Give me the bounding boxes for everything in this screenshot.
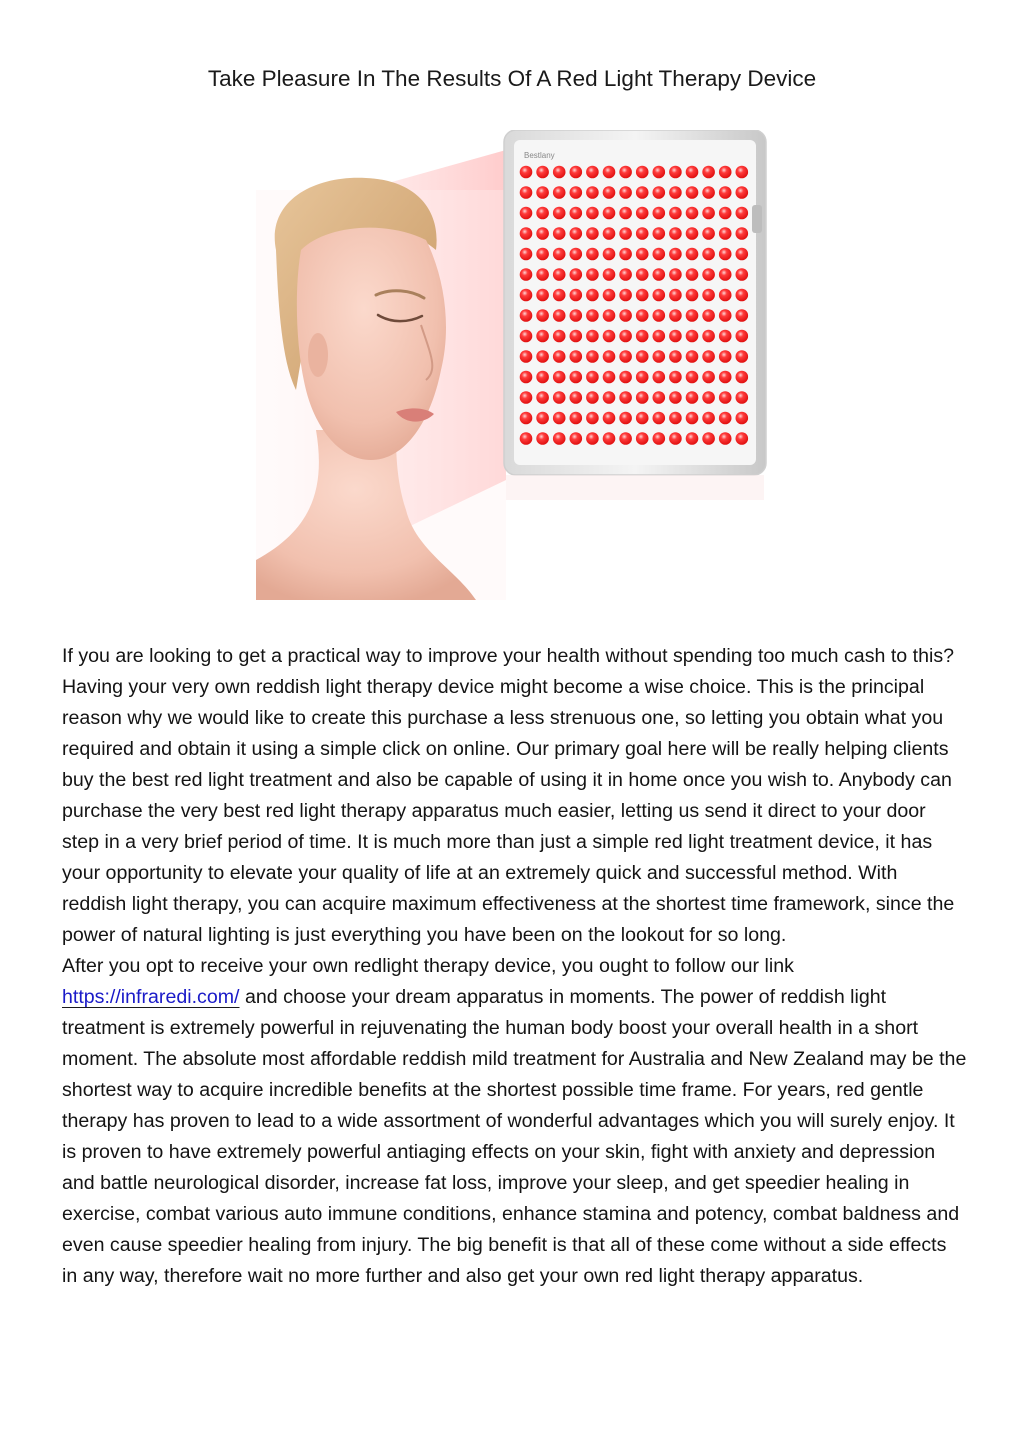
paragraph-2 [62, 951, 967, 1292]
led-light [619, 432, 632, 445]
led-light [586, 309, 599, 322]
led-light [553, 227, 566, 240]
led-light [536, 268, 549, 281]
led-light [669, 330, 682, 343]
led-light [702, 268, 715, 281]
led-light [636, 330, 649, 343]
led-light [702, 412, 715, 425]
led-light [702, 350, 715, 363]
led-light [603, 207, 616, 220]
led-light [553, 166, 566, 179]
led-light [619, 412, 632, 425]
led-light [536, 330, 549, 343]
led-light [553, 186, 566, 199]
led-light [536, 207, 549, 220]
led-light [669, 350, 682, 363]
led-light [736, 412, 749, 425]
led-light [653, 350, 666, 363]
led-light [603, 227, 616, 240]
led-light [719, 227, 732, 240]
led-light [702, 186, 715, 199]
led-light [570, 432, 583, 445]
led-light [553, 330, 566, 343]
led-light [669, 391, 682, 404]
led-light [536, 248, 549, 261]
led-light [603, 166, 616, 179]
led-light [736, 330, 749, 343]
led-light [736, 391, 749, 404]
led-light [669, 186, 682, 199]
led-light [736, 207, 749, 220]
led-light [619, 391, 632, 404]
led-light [653, 432, 666, 445]
led-light [653, 268, 666, 281]
led-light [736, 227, 749, 240]
led-light [536, 391, 549, 404]
led-light [702, 207, 715, 220]
led-light [603, 391, 616, 404]
led-light [653, 186, 666, 199]
led-light [520, 309, 533, 322]
led-light [536, 186, 549, 199]
led-light [536, 289, 549, 302]
led-light [603, 268, 616, 281]
hero-image [256, 130, 772, 600]
led-light [536, 309, 549, 322]
led-light [719, 371, 732, 384]
led-light [653, 309, 666, 322]
led-light [719, 248, 732, 261]
led-light [636, 207, 649, 220]
led-light [603, 412, 616, 425]
led-light [686, 432, 699, 445]
led-light [520, 432, 533, 445]
led-light [553, 309, 566, 322]
led-light [619, 289, 632, 302]
led-light [570, 207, 583, 220]
led-light [669, 309, 682, 322]
led-light [520, 330, 533, 343]
led-light [702, 330, 715, 343]
led-light [669, 166, 682, 179]
led-light [553, 268, 566, 281]
led-light [719, 432, 732, 445]
led-light [603, 289, 616, 302]
led-light [553, 412, 566, 425]
led-light [570, 330, 583, 343]
paragraph-2-rest: and choose your dream apparatus in moments. The power of reddish light treatment is extremely powerful in rejuvenating the human body boost your overall health in a short moment. The absolute most affordable reddish mild treatment for Australia and New Zealand may be the shortest way to acquire incredible benefits at the shortest possible time frame. For years, red gentle therapy has proven to lead to a wide assortment of wonderful advantages which you will surely enjoy. It is proven to have extremely powerful antiaging effects on your skin, fight with anxiety and depression and battle neurological disorder, increase fat loss, improve your sleep, and get speedier healing in exercise, combat various auto immune conditions, enhance stamina and potency, combat baldness and even cause speedier healing from injury. The big benefit is that all of these come without a side effects in any way, therefore wait no more further and also get your own red light therapy apparatus. [62, 986, 967, 1287]
led-light [653, 289, 666, 302]
led-light [669, 432, 682, 445]
led-light [653, 248, 666, 261]
led-light [520, 391, 533, 404]
led-light [636, 248, 649, 261]
led-light [536, 371, 549, 384]
led-light [653, 330, 666, 343]
led-light [570, 371, 583, 384]
led-light [586, 268, 599, 281]
led-light [520, 289, 533, 302]
led-light [702, 227, 715, 240]
led-light [719, 166, 732, 179]
led-light [553, 350, 566, 363]
led-light [520, 227, 533, 240]
led-light [619, 350, 632, 363]
led-light [603, 350, 616, 363]
led-light [536, 227, 549, 240]
device-brand: Bestlany [524, 151, 555, 160]
paragraph-2-intro: After you opt to receive your own redlight therapy device, you ought to follow our link [62, 955, 794, 977]
led-light [719, 350, 732, 363]
led-light [653, 227, 666, 240]
led-light [586, 432, 599, 445]
led-light [536, 350, 549, 363]
led-light [669, 289, 682, 302]
led-light [653, 412, 666, 425]
led-light [636, 268, 649, 281]
led-light [619, 166, 632, 179]
led-light [536, 432, 549, 445]
led-light [686, 186, 699, 199]
led-light [586, 227, 599, 240]
led-light [619, 309, 632, 322]
led-light [736, 432, 749, 445]
led-light [653, 371, 666, 384]
led-light [719, 186, 732, 199]
led-light [686, 350, 699, 363]
led-light [570, 289, 583, 302]
led-light [636, 350, 649, 363]
led-light [702, 309, 715, 322]
infraredi-link[interactable]: https://infraredi.com/ [62, 986, 240, 1008]
led-light [636, 309, 649, 322]
led-light [719, 391, 732, 404]
led-light [619, 248, 632, 261]
led-light [553, 432, 566, 445]
led-light [686, 207, 699, 220]
led-light [736, 166, 749, 179]
led-light [653, 207, 666, 220]
led-light [586, 412, 599, 425]
led-light [686, 309, 699, 322]
article-body [62, 641, 967, 1292]
led-light [619, 186, 632, 199]
led-light [520, 207, 533, 220]
led-light [520, 186, 533, 199]
led-light [736, 186, 749, 199]
led-light [719, 207, 732, 220]
led-light [653, 166, 666, 179]
led-light [636, 432, 649, 445]
led-light [586, 391, 599, 404]
led-light [669, 248, 682, 261]
led-light [719, 412, 732, 425]
led-light [570, 227, 583, 240]
led-light [653, 391, 666, 404]
led-light [586, 166, 599, 179]
led-light [686, 268, 699, 281]
led-light [603, 248, 616, 261]
led-light [619, 371, 632, 384]
led-light [586, 186, 599, 199]
led-light [603, 309, 616, 322]
led-light [570, 350, 583, 363]
led-light [686, 248, 699, 261]
led-light [603, 371, 616, 384]
led-light [669, 227, 682, 240]
led-light [669, 268, 682, 281]
led-light [520, 350, 533, 363]
led-light [702, 289, 715, 302]
led-light [686, 391, 699, 404]
led-light [570, 309, 583, 322]
led-light [520, 371, 533, 384]
led-light [520, 412, 533, 425]
led-light [570, 166, 583, 179]
led-light [553, 248, 566, 261]
led-light [736, 289, 749, 302]
led-light [669, 371, 682, 384]
led-light [719, 289, 732, 302]
led-light [636, 391, 649, 404]
led-light [586, 350, 599, 363]
led-light [686, 371, 699, 384]
led-light [586, 289, 599, 302]
led-light [702, 248, 715, 261]
led-light [669, 207, 682, 220]
led-light [536, 412, 549, 425]
led-light [553, 289, 566, 302]
led-light [570, 248, 583, 261]
led-light [702, 391, 715, 404]
led-light [586, 371, 599, 384]
led-light [736, 350, 749, 363]
led-light [636, 289, 649, 302]
led-light [619, 268, 632, 281]
led-light [603, 186, 616, 199]
led-light [619, 330, 632, 343]
led-light [686, 330, 699, 343]
led-light [636, 166, 649, 179]
led-light [603, 432, 616, 445]
led-light [570, 412, 583, 425]
led-light [619, 227, 632, 240]
led-light [570, 391, 583, 404]
led-light [586, 207, 599, 220]
led-light [669, 412, 682, 425]
led-light [702, 432, 715, 445]
page-title: Take Pleasure In The Results Of A Red Light Therapy Device [207, 66, 817, 91]
red-light-therapy-illustration [256, 130, 772, 600]
led-light [736, 309, 749, 322]
led-light [636, 227, 649, 240]
paragraph-1: If you are looking to get a practical way to improve your health without spending too much cash to this? Having your very own reddish light therapy device might become a wise choice. This is the principal reason why we would like to create this purchase a less strenuous one, so letting you obtain what you required and obtain it using a simple click on online. Our primary goal here will be really helping clients buy the best red light treatment and also be capable of using it in home once you wish to. Anybody can purchase the very best red light therapy apparatus much easier, letting us send it direct to your door step in a very brief period of time. It is much more than just a simple red light treatment device, it has your opportunity to elevate your quality of life at an extremely quick and successful method. With reddish light therapy, you can acquire maximum effectiveness at the shortest time framework, since the power of natural lighting is just everything you have been on the lookout for so long. [62, 645, 955, 946]
led-light [686, 289, 699, 302]
led-light [686, 412, 699, 425]
led-light [570, 268, 583, 281]
led-light [536, 166, 549, 179]
led-light [553, 371, 566, 384]
led-light [520, 248, 533, 261]
led-light [686, 166, 699, 179]
led-light [520, 166, 533, 179]
led-light [736, 248, 749, 261]
led-light [686, 227, 699, 240]
led-light [719, 330, 732, 343]
led-light [736, 371, 749, 384]
led-light [636, 412, 649, 425]
led-light [719, 309, 732, 322]
led-light [553, 207, 566, 220]
led-light [702, 371, 715, 384]
led-light [586, 330, 599, 343]
led-light [702, 166, 715, 179]
led-light [586, 248, 599, 261]
led-light [719, 268, 732, 281]
led-light [570, 186, 583, 199]
led-light [520, 268, 533, 281]
led-light [636, 186, 649, 199]
led-light [636, 371, 649, 384]
led-light [603, 330, 616, 343]
led-light [619, 207, 632, 220]
led-light [553, 391, 566, 404]
led-light [736, 268, 749, 281]
